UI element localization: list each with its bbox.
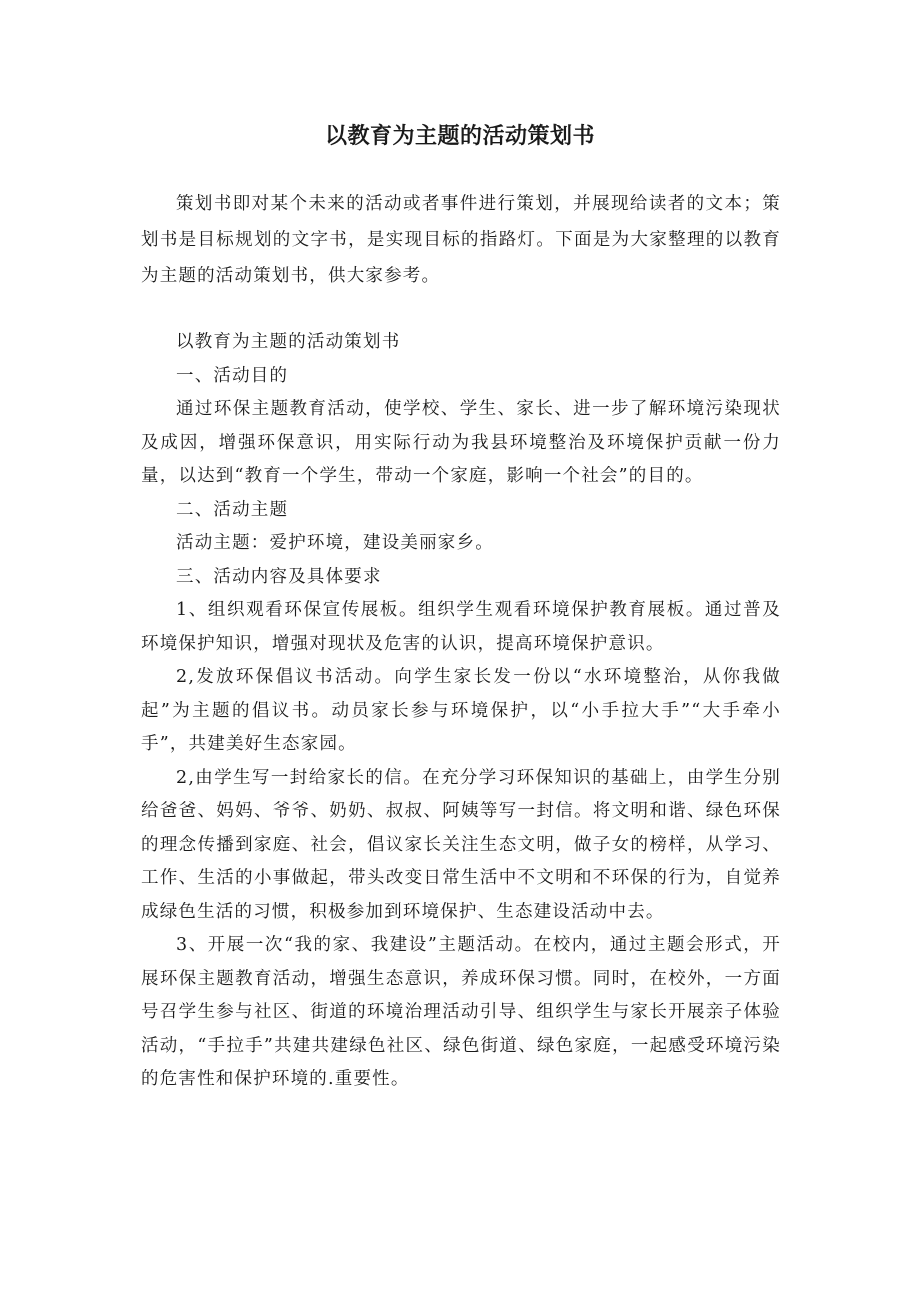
theme-paragraph: 活动主题：爱护环境，建设美丽家乡。 [176,533,494,553]
content-item-3: 3、开展一次“我的家、我建设”主题活动。在校内，通过主题会形式，开展环保主题教育活动，增强生态意识，养成环保习惯。同时，在校外，一方面号召学生参与社区、街道的环境治理活动引导、组织学生与家长开展亲子体验活动，“手拉手”共建共建绿色社区、绿色街道、绿色家庭，一起感受环境污染的危害性和保护环境的.重要性。 [141,935,781,1089]
section-heading-title: 以教育为主题的活动策划书 [176,332,401,352]
content-item-2: 2,发放环保倡议书活动。向学生家长发一份以“水环境整治，从你我做起”为主题的倡议书。动员家长参与环境保护，以“小手拉大手”“大手牵小手”，共建美好生态家园。 [141,667,781,754]
document-title: 以教育为主题的活动策划书 [324,124,595,149]
content-item-2b: 2,由学生写一封给家长的信。在充分学习环保知识的基础上，由学生分别给爸爸、妈妈、爷爷、奶奶、叔叔、阿姨等写一封信。将文明和谐、绿色环保的理念传播到家庭、社会，倡议家长关注生态文明，做子女的榜样，从学习、工作、生活的小事做起，带头改变日常生活中不文明和不环保的行为，自觉养成绿色生活的习惯，积极参加到环境保护、生态建设活动中去。 [141,767,781,922]
section-heading-theme: 二、活动主题 [176,499,289,520]
intro-section [141,186,781,294]
content-item-1: 1、组织观看环保宣传展板。组织学生观看环境保护教育展板。通过普及环境保护知识，增强对现状及危害的认识，提高环境保护意识。 [141,600,781,654]
section-heading-content: 三、活动内容及具体要求 [176,566,382,587]
intro-paragraph: 策划书即对某个未来的活动或者事件进行策划，并展现给读者的文本；策划书是目标规划的文字书，是实现目标的指路灯。下面是为大家整理的以教育为主题的活动策划书，供大家参考。 [141,194,781,286]
section-heading-purpose: 一、活动目的 [176,365,289,386]
content-section [141,326,781,1097]
purpose-paragraph: 通过环保主题教育活动，使学校、学生、家长、进一步了解环境污染现状及成因，增强环保意识，用实际行动为我县环境整治及环境保护贡献一份力量，以达到“教育一个学生，带动一个家庭，影响一个社会”的目的。 [141,399,781,486]
